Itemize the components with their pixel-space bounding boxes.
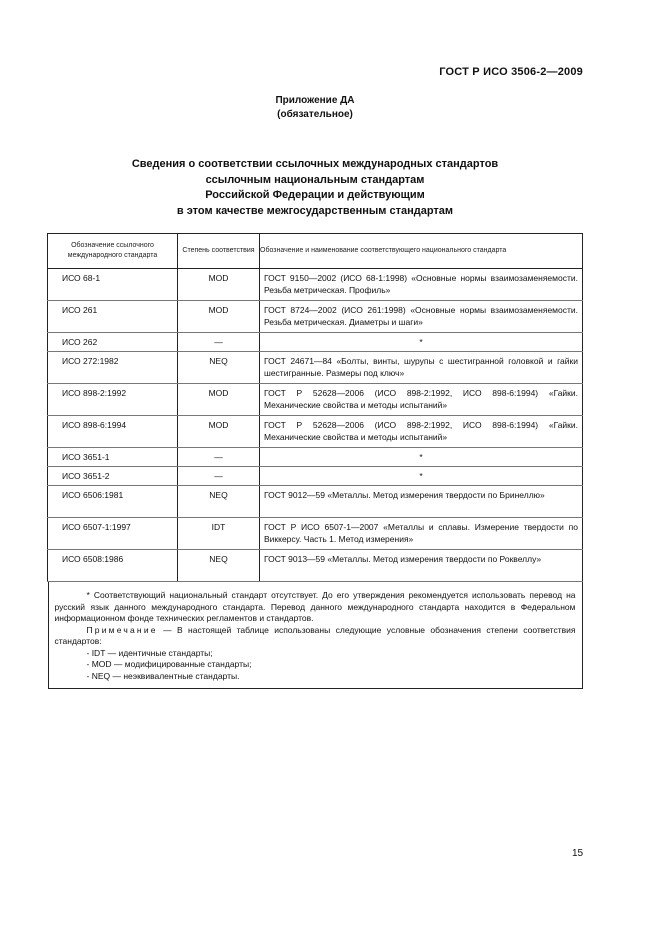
cell-degree: MOD xyxy=(178,416,260,448)
appendix-subtitle: (обязательное) xyxy=(277,109,353,120)
legend-item: - MOD — модифицированные стандарты; xyxy=(86,659,252,669)
header-reference-standard: Обозначение ссылочного международного стандарта xyxy=(48,234,178,269)
cell-reference: ИСО 6508:1986 xyxy=(48,550,178,582)
cell-degree: NEQ xyxy=(178,352,260,384)
header-national-standard: Обозначение и наименование соответствующего национального стандарта xyxy=(260,234,583,269)
document-standard-code: ГОСТ Р ИСО 3506-2—2009 xyxy=(439,66,583,78)
cell-reference: ИСО 3651-1 xyxy=(48,448,178,467)
section-title-line: ссылочным национальным стандартам xyxy=(205,173,425,186)
cell-national: ГОСТ Р 52628—2006 (ИСО 898-2:1992, ИСО 898-6:1994) «Гайки. Механические свойства и методы испытаний» xyxy=(260,416,583,448)
cell-national: ГОСТ 9012—59 «Металлы. Метод измерения твердости по Бринеллю» xyxy=(260,486,583,518)
table-row xyxy=(48,518,583,550)
cell-reference: ИСО 6506:1981 xyxy=(48,486,178,518)
cell-national: ГОСТ 8724—2002 (ИСО 261:1998) «Основные нормы взаимозаменяемости. Резьба метрическая. Диаметры и шаги» xyxy=(260,301,583,333)
table-header-row xyxy=(48,234,583,269)
missing-standard-mark: * xyxy=(419,337,423,347)
cell-national xyxy=(260,333,583,352)
table-row xyxy=(48,486,583,518)
cell-degree: MOD xyxy=(178,269,260,301)
footnote-star-note: * Соответствующий национальный стандарт отсутствует. До его утверждения рекомендуется использовать перевод на русский язык данного международного стандарта. Перевод данного международного стандарта находится в Федеральном информационном фонде технических регламентов и стандартов. xyxy=(54,590,576,623)
note-paragraph xyxy=(55,625,576,648)
cell-reference: ИСО 68-1 xyxy=(48,269,178,301)
missing-standard-mark: * xyxy=(419,452,423,462)
cell-reference: ИСО 3651-2 xyxy=(48,467,178,486)
cell-national: ГОСТ 9013—59 «Металлы. Метод измерения твердости по Роквеллу» xyxy=(260,550,583,582)
table-footnote-row xyxy=(48,582,583,690)
cell-degree: NEQ xyxy=(178,550,260,582)
section-title-line: Российской Федерации и действующим xyxy=(205,189,425,201)
missing-standard-mark: * xyxy=(419,471,423,481)
cell-reference: ИСО 262 xyxy=(48,333,178,352)
page-number: 15 xyxy=(572,848,584,859)
appendix-title: Приложение ДА xyxy=(275,95,355,106)
cell-reference: ИСО 272:1982 xyxy=(48,352,178,384)
cell-reference: ИСО 898-2:1992 xyxy=(48,384,178,416)
legend-item: - NEQ — неэквивалентные стандарты. xyxy=(86,670,240,681)
header-degree: Степень соответствия xyxy=(178,234,260,269)
cell-national: ГОСТ 9150—2002 (ИСО 68-1:1998) «Основные нормы взаимозаменяемости. Резьба метрическая. Профиль» xyxy=(260,269,583,301)
cell-degree: NEQ xyxy=(178,486,260,518)
table-row xyxy=(48,269,583,301)
cell-national: ГОСТ Р ИСО 6507-1—2007 «Металлы и сплавы. Измерение твердости по Виккерсу. Часть 1. Метод измерения» xyxy=(260,518,583,550)
cell-national xyxy=(260,467,583,486)
cell-reference: ИСО 6507-1:1997 xyxy=(48,518,178,550)
cell-national xyxy=(260,448,583,467)
cell-degree: MOD xyxy=(178,301,260,333)
table-row xyxy=(48,384,583,416)
cell-degree: — xyxy=(178,467,260,486)
section-title-line: в этом качестве межгосударственным стандартам xyxy=(176,204,454,217)
note-text: — В настоящей таблице использованы следующие условные обозначения степени соответствия стандартов: xyxy=(54,624,576,646)
cell-national: ГОСТ 24671—84 «Болты, винты, шурупы с шестигранной головкой и гайки шестигранные. Размеры под ключ» xyxy=(260,352,583,384)
cell-degree: — xyxy=(178,333,260,352)
cell-degree: IDT xyxy=(178,518,260,550)
table-row xyxy=(48,301,583,333)
section-title xyxy=(0,157,630,219)
cell-reference: ИСО 898-6:1994 xyxy=(48,416,178,448)
correspondence-table xyxy=(47,233,583,689)
cell-degree: MOD xyxy=(178,384,260,416)
table-row xyxy=(48,550,583,582)
legend-item: - IDT — идентичные стандарты; xyxy=(86,647,213,658)
note-label: Примечание xyxy=(86,624,158,635)
cell-degree: — xyxy=(178,448,260,467)
footnote-box xyxy=(48,582,583,689)
table-row xyxy=(48,416,583,448)
cell-reference: ИСО 261 xyxy=(48,301,178,333)
cell-national: ГОСТ Р 52628—2006 (ИСО 898-2:1992, ИСО 898-6:1994) «Гайки. Механические свойства и методы испытаний» xyxy=(260,384,583,416)
table-row xyxy=(48,467,583,486)
table-row xyxy=(48,333,583,352)
section-title-line: Сведения о соответствии ссылочных международных стандартов xyxy=(131,158,499,170)
table-row xyxy=(48,448,583,467)
table-row xyxy=(48,352,583,384)
